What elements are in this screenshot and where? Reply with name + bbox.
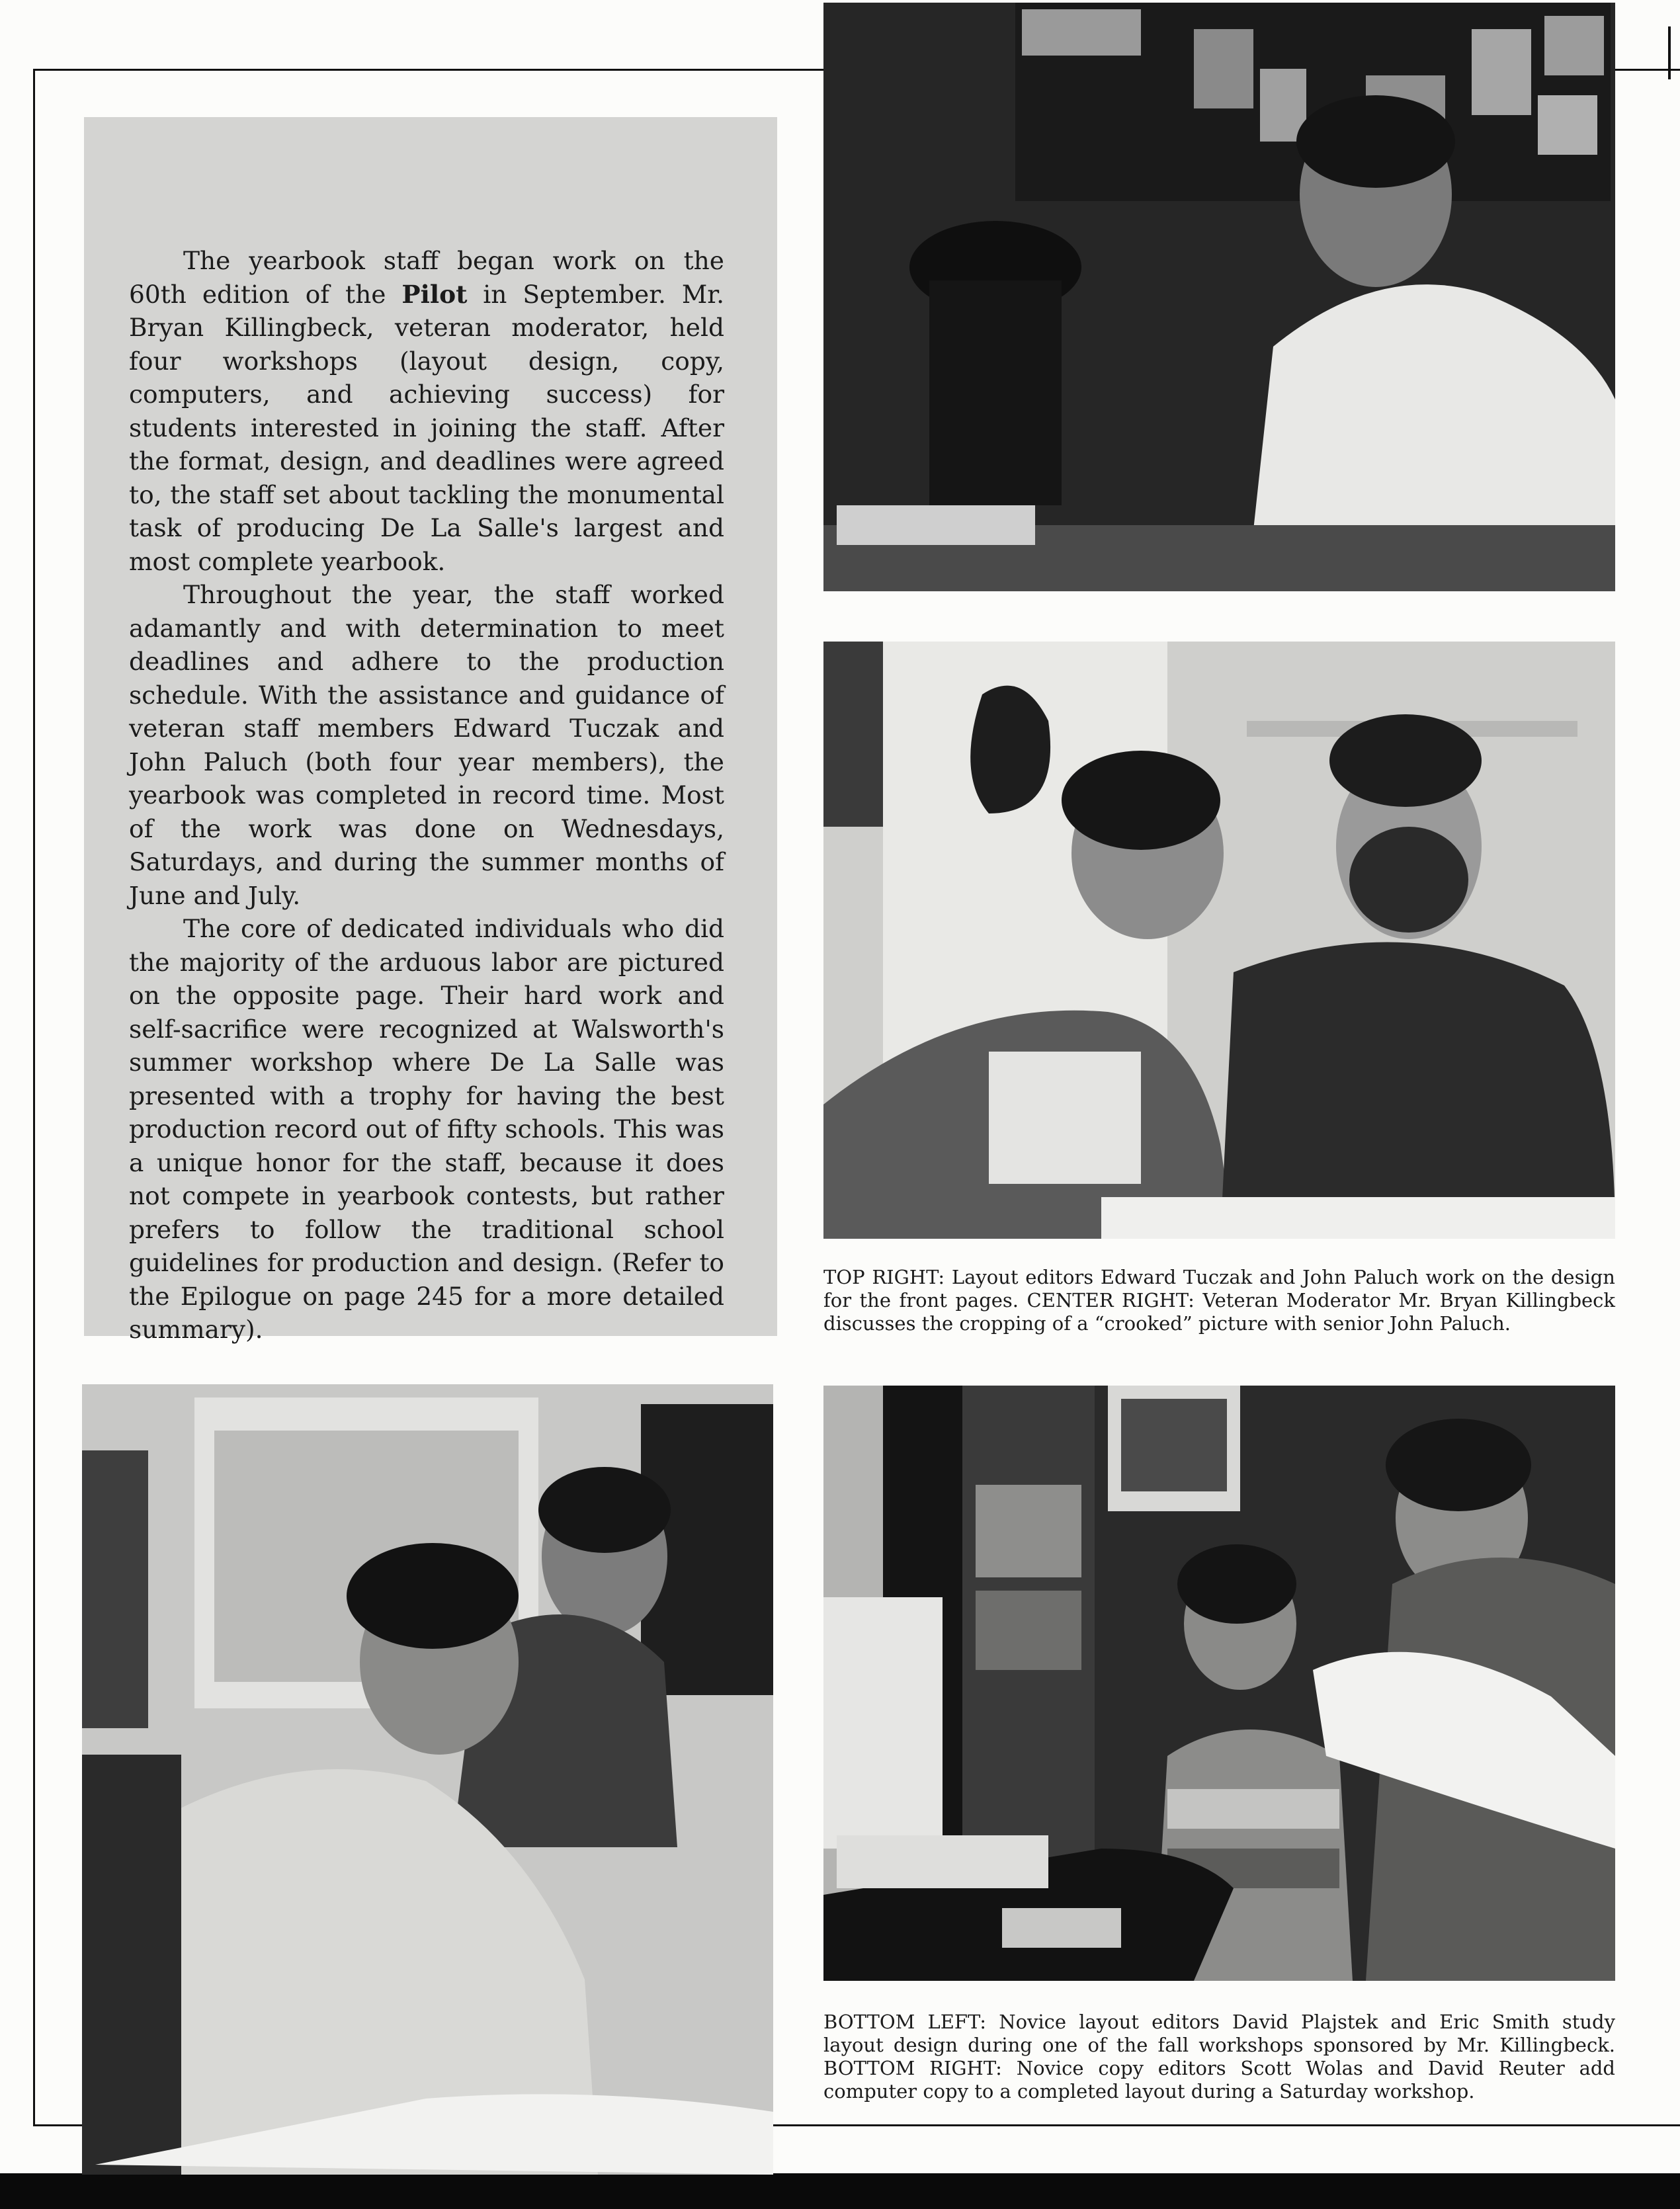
photo-bottom-left-image	[82, 1384, 773, 2175]
article-paragraph-1	[129, 244, 724, 578]
scan-bottom-band	[0, 2173, 1680, 2209]
article-body	[129, 244, 724, 1347]
photo-center-right-image	[823, 642, 1615, 1239]
photo-bottom-left	[82, 1384, 773, 2175]
paragraph-1-rest: in September. Mr. Bryan Killingbeck, veteran moderator, held four workshops (layout design, copy, computers, and achieving success) for students interested in joining the staff. After the format, design, and deadlines were agreed to, the staff set about tackling the monumental task of producing De La Salle's largest and most complete yearbook.	[129, 279, 724, 576]
article-paragraph-3: The core of dedicated individuals who did the majority of the arduous labor are pictured on the opposite page. Their hard work and self-sacrifice were recognized at Walsworth's summer workshop where De La Salle was presented with a trophy for having the best production record out of fifty schools. This was a unique honor for the staff, because it does not compete in yearbook contests, but rather prefers to follow the traditional school guidelines for production and design. (Refer to the Epilogue on page 245 for a more detailed summary).	[129, 914, 724, 1344]
yearbook-name: Pilot	[401, 279, 468, 309]
photo-top-right	[823, 3, 1615, 591]
caption-top-and-center-right: TOP RIGHT: Layout editors Edward Tuczak and John Paluch work on the design for the front pages. CENTER RIGHT: Veteran Moderator Mr. Bryan Killingbeck discusses the cropping of a “crooked” picture with senior John Paluch.	[823, 1266, 1615, 1335]
article-paragraph-2: Throughout the year, the staff worked adamantly and with determination to meet deadlines and adhere to the production schedule. With the assistance and guidance of veteran staff members Edward Tuczak and John Paluch (both four year members), the yearbook was completed in record time. Most of the work was done on Wednesdays, Saturdays, and during the summer months of June and July.	[129, 580, 724, 910]
photo-bottom-right	[823, 1386, 1615, 1981]
photo-center-right	[823, 642, 1615, 1239]
page-edge-mark	[1668, 26, 1671, 79]
paragraph-1-lead: The yearbook staff began work on the 60th edition of the	[129, 246, 724, 309]
frame-rule-left	[33, 69, 35, 2126]
caption-bottom-left-and-right: BOTTOM LEFT: Novice layout editors David Plajstek and Eric Smith study layout design during one of the fall workshops sponsored by Mr. Killingbeck. BOTTOM RIGHT: Novice copy editors Scott Wolas and David Reuter add computer copy to a completed layout during a Saturday workshop.	[823, 2011, 1615, 2103]
photo-top-right-image	[823, 3, 1615, 591]
photo-bottom-right-image	[823, 1386, 1615, 1981]
article-text-panel	[84, 117, 777, 1344]
